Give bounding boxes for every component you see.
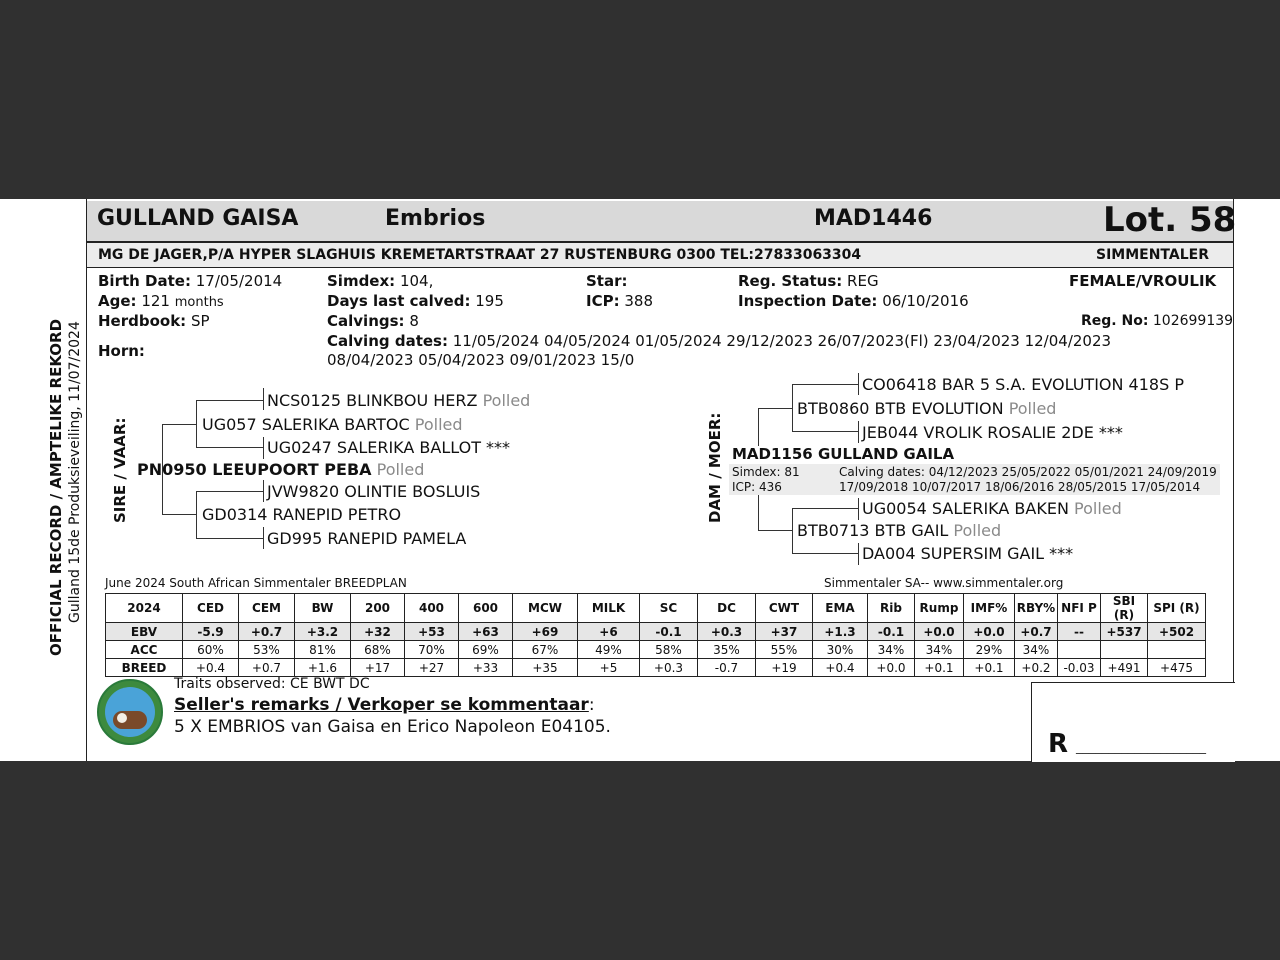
breedplan-cell: +53 <box>405 623 459 641</box>
breedplan-cell: ACC <box>106 641 183 659</box>
sire-sire-sire: NCS0125 BLINKBOU HERZ Polled <box>267 391 531 410</box>
breedplan-cell: 29% <box>964 641 1015 659</box>
dam-calving-dates-cont: 17/09/2018 10/07/2017 18/06/2016 28/05/2015 17/05/2014 <box>839 480 1201 494</box>
reg-no: Reg. No: 102699139 <box>1081 313 1234 329</box>
breedplan-cell: +0.7 <box>1015 623 1058 641</box>
sire-dam-dam: GD995 RANEPID PAMELA <box>267 529 467 548</box>
breedplan-cell: 67% <box>513 641 578 659</box>
sire-dam-sire: JVW9820 OLINTIE BOSLUIS <box>267 482 481 501</box>
breedplan-cell: Rump <box>915 594 964 623</box>
owner-address: MG DE JAGER,P/A HYPER SLAGHUIS KREMETARTSTRAAT 27 RUSTENBURG 0300 TEL:27833063304 <box>98 247 862 263</box>
breedplan-cell: +0.0 <box>964 623 1015 641</box>
breedplan-cell: SC <box>640 594 698 623</box>
breedplan-cell: -0.7 <box>698 659 756 677</box>
horn: Horn: <box>98 342 145 360</box>
breedplan-cell: +69 <box>513 623 578 641</box>
birth-date: Birth Date: 17/05/2014 <box>98 272 283 290</box>
breedplan-row-acc <box>106 641 1206 659</box>
breedplan-website: Simmentaler SA-- www.simmentaler.org <box>824 576 1064 590</box>
breedplan-cell: 68% <box>351 641 405 659</box>
breedplan-row-ebv <box>106 623 1206 641</box>
breedplan-cell: CWT <box>756 594 813 623</box>
breedplan-cell: 69% <box>459 641 513 659</box>
breedplan-table <box>105 593 1206 677</box>
dam-sire-sire: CO06418 BAR 5 S.A. EVOLUTION 418S P <box>862 375 1184 394</box>
breedplan-cell: IMF% <box>964 594 1015 623</box>
breedplan-cell: DC <box>698 594 756 623</box>
breedplan-cell: +0.4 <box>813 659 868 677</box>
breedplan-cell: -0.03 <box>1058 659 1101 677</box>
breedplan-cell: +0.4 <box>183 659 239 677</box>
official-record-label: OFFICIAL RECORD / AMPTELIKE REKORD <box>47 318 65 656</box>
breedplan-cell: -- <box>1058 623 1101 641</box>
breedplan-cell: +3.2 <box>295 623 351 641</box>
breedplan-cell: +5 <box>578 659 640 677</box>
breedplan-caption: June 2024 South African Simmentaler BREEDPLAN <box>105 576 407 590</box>
breedplan-cell: +0.0 <box>868 659 915 677</box>
breedplan-cell: +63 <box>459 623 513 641</box>
breedplan-cell: +35 <box>513 659 578 677</box>
breedplan-cell <box>1101 641 1148 659</box>
breedplan-cell: +19 <box>756 659 813 677</box>
calvings: Calvings: 8 <box>327 312 419 330</box>
breedplan-cell: Rib <box>868 594 915 623</box>
breedplan-cell: 58% <box>640 641 698 659</box>
sire-sire-dam: UG0247 SALERIKA BALLOT *** <box>267 438 511 457</box>
breedplan-cell: +1.3 <box>813 623 868 641</box>
price-label: R <box>1048 729 1069 759</box>
animal-code: MAD1446 <box>814 206 933 231</box>
star: Star: <box>586 272 628 290</box>
breedplan-cell: -0.1 <box>868 623 915 641</box>
breedplan-cell: SBI (R) <box>1101 594 1148 623</box>
breedplan-cell: 55% <box>756 641 813 659</box>
reg-status: Reg. Status: REG <box>738 272 879 290</box>
breedplan-cell: 34% <box>1015 641 1058 659</box>
breedplan-cell: 600 <box>459 594 513 623</box>
sex: FEMALE/VROULIK <box>1069 272 1217 290</box>
breedplan-cell: CEM <box>239 594 295 623</box>
breedplan-cell: -5.9 <box>183 623 239 641</box>
sire-dam: GD0314 RANEPID PETRO <box>202 505 402 524</box>
breedplan-cell: 400 <box>405 594 459 623</box>
breedplan-cell: 30% <box>813 641 868 659</box>
dam-icp: ICP: 436 <box>732 480 782 494</box>
breedplan-cell: 35% <box>698 641 756 659</box>
breedplan-cell: -0.1 <box>640 623 698 641</box>
remarks-text: 5 X EMBRIOS van Gaisa en Erico Napoleon E04105. <box>174 717 611 737</box>
breedplan-cell: 2024 <box>106 594 183 623</box>
breedplan-cell: 200 <box>351 594 405 623</box>
calving-dates-cont: 08/04/2023 05/04/2023 09/01/2023 15/0 <box>327 351 635 369</box>
sale-label: Gulland 15de Produksieveiling, 11/07/2024 <box>67 321 83 623</box>
breedplan-cell <box>1148 641 1206 659</box>
breedplan-cell: 49% <box>578 641 640 659</box>
breedplan-cell: +0.7 <box>239 623 295 641</box>
breedplan-cell: +537 <box>1101 623 1148 641</box>
breedplan-cell: 53% <box>239 641 295 659</box>
breedplan-cell: BW <box>295 594 351 623</box>
breedplan-cell <box>1058 641 1101 659</box>
age: Age: 121 months <box>98 292 224 310</box>
calving-dates: Calving dates: 11/05/2024 04/05/2024 01/05/2024 29/12/2023 26/07/2023(Fl) 23/04/2023 12/04/2023 <box>327 332 1112 350</box>
breedplan-cell: +6 <box>578 623 640 641</box>
breedplan-cell: +0.0 <box>915 623 964 641</box>
breedplan-cell: +17 <box>351 659 405 677</box>
breedplan-cell: NFI P <box>1058 594 1101 623</box>
breedplan-cell: 60% <box>183 641 239 659</box>
breedplan-cell: +475 <box>1148 659 1206 677</box>
simdex: Simdex: 104, <box>327 272 434 290</box>
sire-name: PN0950 LEEUPOORT PEBA Polled <box>137 460 425 479</box>
dam-dam: BTB0713 BTB GAIL Polled <box>797 521 1002 540</box>
breedplan-cell: 34% <box>915 641 964 659</box>
breedplan-cell: +32 <box>351 623 405 641</box>
dam-sire: BTB0860 BTB EVOLUTION Polled <box>797 399 1057 418</box>
sire-sire: UG057 SALERIKA BARTOC Polled <box>202 415 463 434</box>
days-last-calved: Days last calved: 195 <box>327 292 504 310</box>
price-line[interactable]: ____________________ <box>1076 740 1206 755</box>
simmentaler-logo <box>97 679 163 745</box>
breed-name: SIMMENTALER <box>1096 247 1209 263</box>
breedplan-cell: EBV <box>106 623 183 641</box>
dam-simdex: Simdex: 81 <box>732 465 800 479</box>
lot-number: Lot. 58 <box>1103 200 1237 240</box>
traits-observed: Traits observed: CE BWT DC <box>174 676 370 692</box>
breedplan-cell: +27 <box>405 659 459 677</box>
breedplan-cell: +0.2 <box>1015 659 1058 677</box>
inspection-date: Inspection Date: 06/10/2016 <box>738 292 969 310</box>
animal-name: GULLAND GAISA <box>97 206 299 231</box>
dam-name: MAD1156 GULLAND GAILA <box>732 445 955 463</box>
breedplan-cell: +0.3 <box>640 659 698 677</box>
breedplan-cell: MCW <box>513 594 578 623</box>
breedplan-cell: 70% <box>405 641 459 659</box>
breedplan-cell: SPI (R) <box>1148 594 1206 623</box>
breedplan-cell: +1.6 <box>295 659 351 677</box>
breedplan-cell: +0.1 <box>964 659 1015 677</box>
breedplan-cell: +502 <box>1148 623 1206 641</box>
dam-label: DAM / MOER: <box>706 412 724 523</box>
dam-dam-sire: UG0054 SALERIKA BAKEN Polled <box>862 499 1122 518</box>
lot-type: Embrios <box>385 206 486 231</box>
breedplan-cell: RBY% <box>1015 594 1058 623</box>
herdbook: Herdbook: SP <box>98 312 210 330</box>
breedplan-cell: +0.7 <box>239 659 295 677</box>
icp: ICP: 388 <box>586 292 654 310</box>
breedplan-cell: CED <box>183 594 239 623</box>
breedplan-cell: +37 <box>756 623 813 641</box>
breedplan-cell: +33 <box>459 659 513 677</box>
breedplan-cell: BREED <box>106 659 183 677</box>
breedplan-cell: +0.3 <box>698 623 756 641</box>
breedplan-cell: 81% <box>295 641 351 659</box>
remarks-heading: Seller's remarks / Verkoper se kommentaar: <box>174 695 595 715</box>
breedplan-row-breed <box>106 659 1206 677</box>
dam-dam-dam: DA004 SUPERSIM GAIL *** <box>862 544 1074 563</box>
breedplan-cell: +0.1 <box>915 659 964 677</box>
dam-sire-dam: JEB044 VROLIK ROSALIE 2DE *** <box>862 423 1123 442</box>
breedplan-row-headers <box>106 594 1206 623</box>
breedplan-cell: +491 <box>1101 659 1148 677</box>
breedplan-cell: MILK <box>578 594 640 623</box>
breedplan-cell: 34% <box>868 641 915 659</box>
sire-label: SIRE / VAAR: <box>111 417 129 523</box>
dam-calving-dates: Calving dates: 04/12/2023 25/05/2022 05/01/2021 24/09/2019 <box>839 465 1217 479</box>
breedplan-cell: EMA <box>813 594 868 623</box>
